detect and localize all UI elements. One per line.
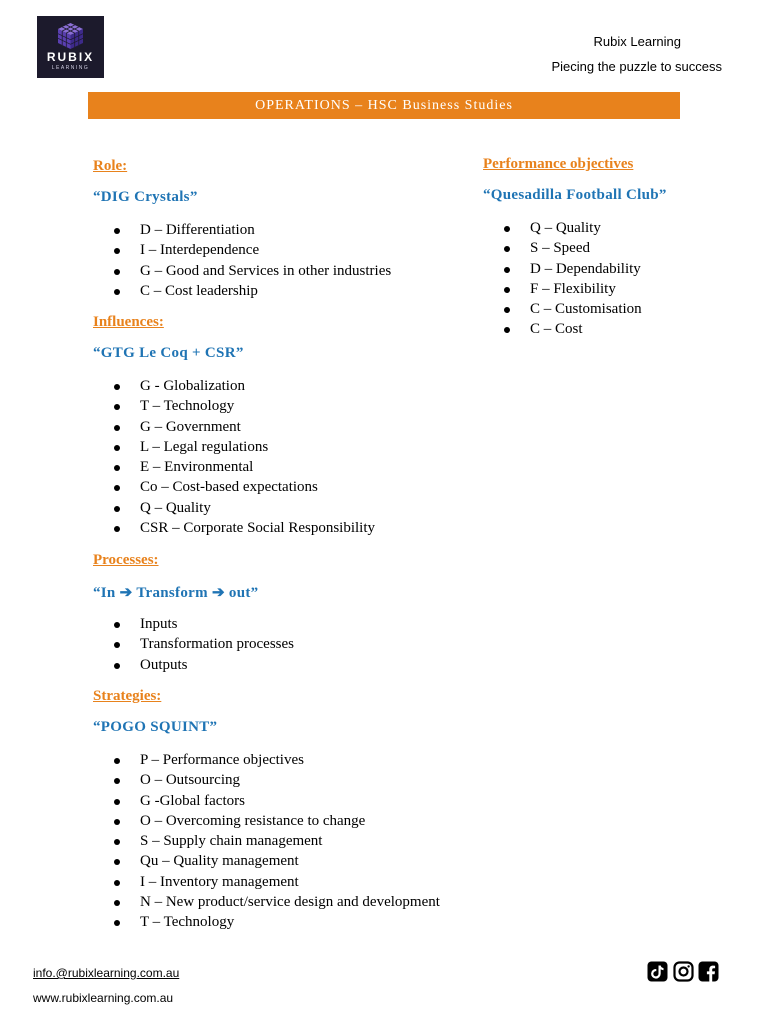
list-item: D – Dependability: [483, 259, 642, 279]
list-item: I – Inventory management: [93, 872, 440, 892]
list-item: G – Good and Services in other industries: [93, 261, 391, 281]
arrow-right-icon: ➔: [211, 585, 225, 601]
list-item: Q – Quality: [483, 218, 642, 238]
list-item: Q – Quality: [93, 498, 375, 518]
list-item: G - Globalization: [93, 376, 375, 396]
performance-mnemonic: “Quesadilla Football Club”: [483, 187, 667, 203]
list-item: G -Global factors: [93, 791, 440, 811]
list-item: E – Environmental: [93, 457, 375, 477]
footer-email-link[interactable]: info.@rubixlearning.com.au: [33, 966, 180, 980]
list-item: N – New product/service design and development: [93, 892, 440, 912]
instagram-icon[interactable]: [673, 961, 694, 982]
strategies-heading: Strategies:: [93, 688, 162, 704]
list-item: C – Cost leadership: [93, 281, 391, 301]
list-item: Transformation processes: [93, 634, 294, 654]
list-item: T – Technology: [93, 396, 375, 416]
logo-subtext: LEARNING: [51, 65, 90, 71]
company-name: Rubix Learning: [593, 34, 681, 49]
role-heading: Role:: [93, 158, 128, 174]
mnemonic-transform: Transform: [136, 585, 208, 601]
company-tagline: Piecing the puzzle to success: [551, 59, 722, 74]
mnemonic-in: “In: [93, 585, 116, 601]
influences-heading: Influences:: [93, 314, 164, 330]
list-item: O – Outsourcing: [93, 770, 440, 790]
influences-mnemonic: “GTG Le Coq + CSR”: [93, 345, 244, 361]
list-item: Outputs: [93, 655, 294, 675]
processes-heading: Processes:: [93, 552, 159, 568]
list-item: T – Technology: [93, 912, 440, 932]
list-item: Inputs: [93, 614, 294, 634]
list-item: S – Speed: [483, 238, 642, 258]
performance-list: [483, 218, 642, 340]
processes-list: [93, 614, 294, 675]
list-item: C – Customisation: [483, 299, 642, 319]
strategies-list: [93, 750, 440, 933]
list-item: D – Differentiation: [93, 220, 391, 240]
footer-website-link[interactable]: www.rubixlearning.com.au: [33, 991, 174, 1005]
rubix-cube-icon: [56, 22, 85, 50]
list-item: I – Interdependence: [93, 240, 391, 260]
tiktok-icon[interactable]: [647, 961, 668, 982]
list-item: L – Legal regulations: [93, 437, 375, 457]
list-item: CSR – Corporate Social Responsibility: [93, 518, 375, 538]
list-item: F – Flexibility: [483, 279, 642, 299]
list-item: Co – Cost-based expectations: [93, 477, 375, 497]
list-item: G – Government: [93, 417, 375, 437]
performance-heading: Performance objectives: [483, 156, 634, 172]
influences-list: [93, 376, 375, 538]
role-mnemonic: “DIG Crystals”: [93, 189, 198, 205]
list-item: O – Overcoming resistance to change: [93, 811, 440, 831]
list-item: Qu – Quality management: [93, 851, 440, 871]
list-item: S – Supply chain management: [93, 831, 440, 851]
processes-mnemonic: [93, 583, 258, 602]
list-item: P – Performance objectives: [93, 750, 440, 770]
strategies-mnemonic: “POGO SQUINT”: [93, 719, 218, 735]
title-banner: OPERATIONS – HSC Business Studies: [88, 92, 680, 119]
arrow-right-icon: ➔: [119, 585, 133, 601]
facebook-icon[interactable]: [698, 961, 719, 982]
logo-wordmark: RUBIX: [46, 50, 95, 64]
role-list: [93, 220, 391, 301]
mnemonic-out: out”: [228, 585, 259, 601]
rubix-logo: [37, 16, 104, 78]
list-item: C – Cost: [483, 319, 642, 339]
